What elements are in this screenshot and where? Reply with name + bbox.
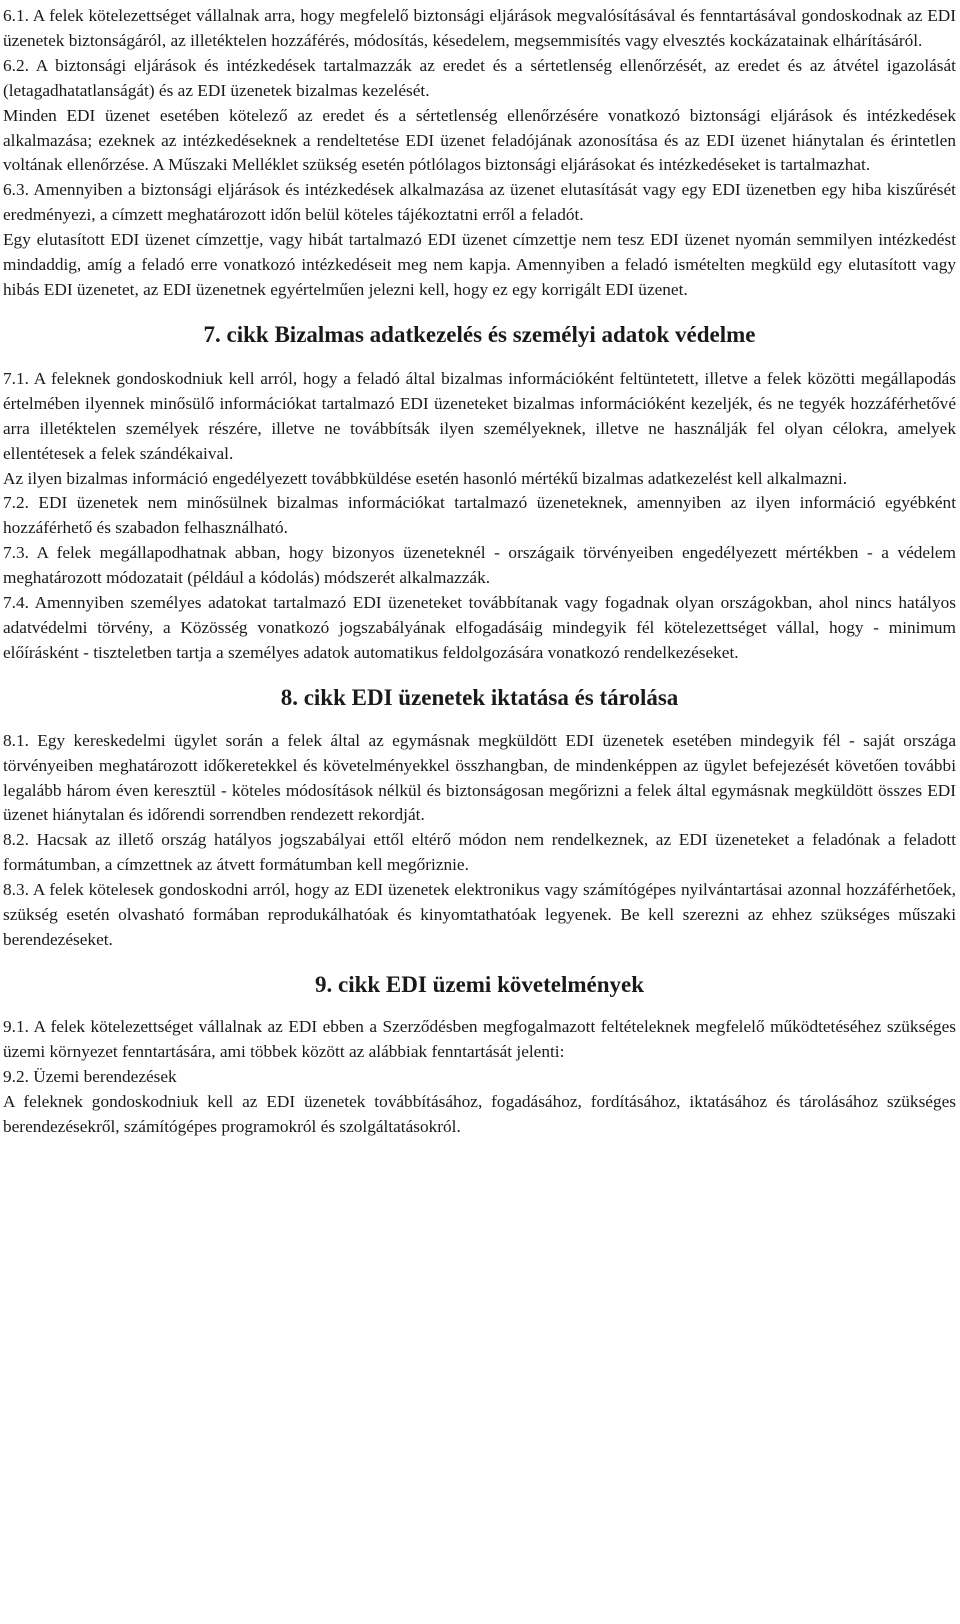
paragraph-8-2: 8.2. Hacsak az illető ország hatályos jogszabályai ettől eltérő módon nem rendelkeznek, az EDI üzeneteket a feladónak a feladott formátumban, a címzettnek az átvett formátumban kell megőriznie. [3, 830, 956, 875]
paragraph-9-2: 9.2. Üzemi berendezések [3, 1066, 177, 1086]
paragraph-6-3: 6.3. Amennyiben a biztonsági eljárások és intézkedések alkalmazása az üzenet elutasítását vagy egy EDI üzenetben egy hiba kiszűrését eredményezi, a címzett meghatározott időn belül köteles tájékoztatni erről a feladót. [3, 180, 956, 225]
paragraph-7-3: 7.3. A felek megállapodhatnak abban, hogy bizonyos üzeneteknél - országaik törvényeiben engedélyezett mértékben - a védelem meghatározott módozatait (például a kódolás) módszerét alkalmazzák. [3, 543, 956, 588]
paragraph-6-3-continued: Egy elutasított EDI üzenet címzettje, vagy hibát tartalmazó EDI üzenet címzettje nem tesz EDI üzenet nyomán semmilyen intézkedést mindaddig, amíg a feladó erre vonatkozó intézkedéseit meg nem kapja. Amennyiben a feladó ismételten megküld egy elutasított vagy hibás EDI üzenetet, az EDI üzenetnek egyértelműen jelezni kell, hogy ez egy korrigált EDI üzenet. [3, 230, 956, 299]
paragraph-8-1: 8.1. Egy kereskedelmi ügylet során a felek által az egymásnak megküldött EDI üzenetek esetében mindegyik fél - saját országa törvényeiben meghatározott időkeretekkel és követelményekkel összhangban, de mindenképpen az ügylet befejezését követően további legalább három éven keresztül - köteles módosítások nélkül és biztonságosan megőrizni a felek által egymásnak megküldött összes EDI üzenet hiánytalan és időrendi sorrendben rendezett rekordját. [3, 730, 956, 825]
section-heading-7: 7. cikk Bizalmas adatkezelés és személyi adatok védelme [203, 321, 756, 347]
paragraph-7-1: 7.1. A feleknek gondoskodniuk kell arról, hogy a feladó által bizalmas információként feltüntetett, illetve a felek közötti megállapodás értelmében ilyennek minősülő információkat tartalmazó EDI üzeneteket bizalmas információként kezeljék, és ne tegyék hozzáférhetővé arra illetéktelen személyek részére, illetve ne továbbítsák ilyen személyeknek, illetve ne használják fel olyan célokra, amelyek ellentétesek a felek szándékaival. [3, 368, 956, 463]
paragraph-6-2: 6.2. A biztonsági eljárások és intézkedések tartalmazzák az eredet és a sértetlenség ellenőrzését, az eredet és az átvétel igazolását (letagadhatatlanságát) és az EDI üzenetek bizalmas kezelését. [3, 55, 956, 100]
paragraph-9-1: 9.1. A felek kötelezettséget vállalnak az EDI ebben a Szerződésben megfogalmazott feltételeknek megfelelő működtetéséhez szükséges üzemi környezet fenntartására, ami többek között az alábbiak fenntartását jelenti: [3, 1016, 956, 1061]
paragraph-7-1-continued: Az ilyen bizalmas információ engedélyezett továbbküldése esetén hasonló mértékű bizalmas adatkezelést kell alkalmazni. [3, 468, 848, 488]
paragraph-8-3: 8.3. A felek kötelesek gondoskodni arról, hogy az EDI üzenetek elektronikus vagy számítógépes nyilvántartásai azonnal hozzáférhetőek, szükség esetén olvasható formában reprodukálhatóak és kinyomtathatóak legyenek. Be kell szerezni az ehhez szükséges műszaki berendezéseket. [3, 880, 956, 949]
paragraph-7-2: 7.2. EDI üzenetek nem minősülnek bizalmas információkat tartalmazó üzeneteknek, amennyiben az ilyen információ egyébként hozzáférhető és szabadon felhasználható. [3, 493, 956, 538]
paragraph-9-2-continued: A feleknek gondoskodniuk kell az EDI üzenetek továbbításához, fogadásához, fordításához, iktatásához és tárolásához szükséges berendezésekről, számítógépes programokról és szolgáltatásokról. [3, 1091, 956, 1136]
paragraph-6-2-continued: Minden EDI üzenet esetében kötelező az eredet és a sértetlenség ellenőrzésére vonatkozó biztonsági eljárások és intézkedések alkalmazása; ezeknek az intézkedéseknek a rendeltetése EDI üzenet feladójának azonosítása és az EDI üzenet hiánytalan és érintetlen voltának ellenőrzése. A Műszaki Melléklet szükség esetén pótlólagos biztonsági eljárásokat és intézkedéseket is tartalmazhat. [3, 105, 956, 175]
section-heading-8: 8. cikk EDI üzenetek iktatása és tárolása [280, 684, 679, 710]
paragraph-6-1: 6.1. A felek kötelezettséget vállalnak arra, hogy megfelelő biztonsági eljárások megvalósításával és fenntartásával gondoskodnak az EDI üzenetek biztonságáról, az illetéktelen hozzáférés, módosítás, késedelem, megsemmisítés vagy elvesztés kockázatainak elhárításáról. [3, 6, 956, 50]
paragraph-7-4: 7.4. Amennyiben személyes adatokat tartalmazó EDI üzeneteket továbbítanak vagy fogadnak olyan országokban, ahol nincs hatályos adatvédelmi törvény, a Közösség vonatkozó jogszabályának elfogadásáig mindegyik fél kötelezettséget vállal, hogy - minimum előírásként - tiszteletben tartja a személyes adatok automatikus feldolgozására vonatkozó rendelkezéseket. [3, 593, 956, 662]
section-heading-9: 9. cikk EDI üzemi követelmények [314, 971, 644, 997]
